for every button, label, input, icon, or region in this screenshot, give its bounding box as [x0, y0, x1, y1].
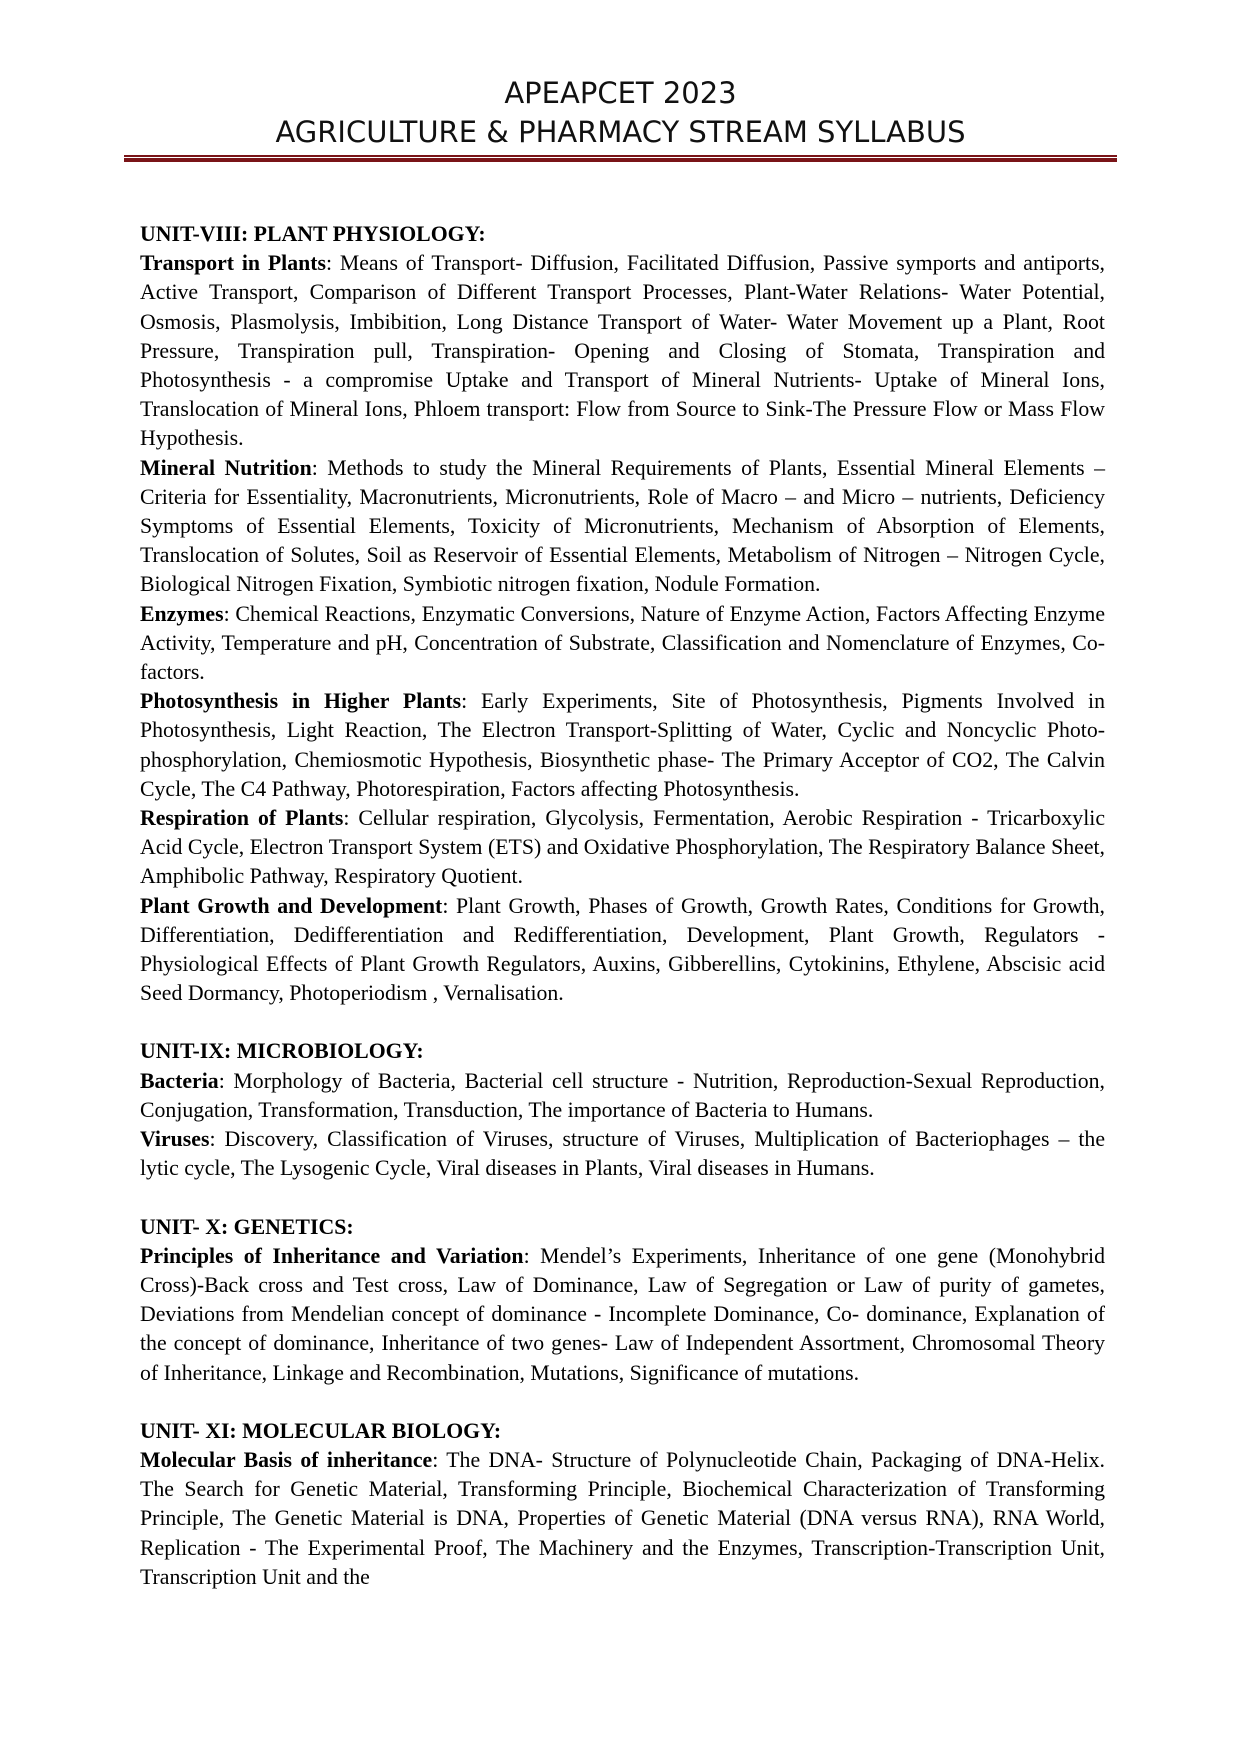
topic-text: : Means of Transport- Diffusion, Facilitated Diffusion, Passive symports and antiports, Active Transport, Comparison of Different Transport Processes, Plant-Water Relations- Water Potential, Osmosis, Plasmolysis, Imbibition, Long Distance Transport of Water- Water Movement up a Plant, Root Pressure, Transpiration pull, Transpiration- Opening and Closing of Stomata, Transpiration and Photosynthesis - a compromise Uptake and Transport of Mineral Nutrients- Uptake of Mineral Ions, Translocation of Mineral Ions, Phloem transport: Flow from Source to Sink-The Pressure Flow or Mass Flow Hypothesis.	[140, 251, 1105, 451]
topic-text: : Plant Growth, Phases of Growth, Growth Rates, Conditions for Growth, Differentiation, Dedifferentiation and Redifferentiation, Development, Plant Growth, Regulators - Physiological Effects of Plant Growth Regulators, Auxins, Gibberellins, Cytokinins, Ethylene, Abscisic acid Seed Dormancy, Photoperiodism , Vernalisation.	[140, 893, 1105, 1006]
topic-text: : Morphology of Bacteria, Bacterial cell structure - Nutrition, Reproduction-Sexual Reproduction, Conjugation, Transformation, Transduction, The importance of Bacteria to Humans.	[140, 1068, 1105, 1122]
topic-paragraph	[140, 804, 1105, 892]
topic-heading: Respiration of Plants	[140, 806, 344, 831]
topic-text: : Discovery, Classification of Viruses, structure of Viruses, Multiplication of Bacteriophages – the lytic cycle, The Lysogenic Cycle, Viral diseases in Plants, Viral diseases in Humans.	[140, 1127, 1105, 1181]
topic-text: : The DNA- Structure of Polynucleotide Chain, Packaging of DNA-Helix. The Search for Genetic Material, Transforming Principle, Biochemical Characterization of Transforming Principle, The Genetic Material is DNA, Properties of Genetic Material (DNA versus RNA), RNA World, Replication - The Experimental Proof, The Machinery and the Enzymes, Transcription-Transcription Unit, Transcription Unit and the	[140, 1447, 1105, 1589]
topic-paragraph	[140, 1067, 1105, 1125]
topic-text: : Mendel’s Experiments, Inheritance of one gene (Monohybrid Cross)-Back cross and Test cross, Law of Dominance, Law of Segregation or Law of purity of gametes, Deviations from Mendelian concept of dominance - Incomplete Dominance, Co- dominance, Explanation of the concept of dominance, Inheritance of two genes- Law of Independent Assortment, Chromosomal Theory of Inheritance, Linkage and Recombination, Mutations, Significance of mutations.	[140, 1243, 1105, 1385]
stream-title: AGRICULTURE & PHARMACY STREAM SYLLABUS	[275, 115, 966, 149]
topic-heading: Enzymes	[140, 601, 224, 626]
topic-heading: Photosynthesis in Higher Plants	[140, 689, 462, 714]
unit-heading: UNIT-VIII: PLANT PHYSIOLOGY:	[140, 222, 486, 246]
topic-paragraph	[140, 1446, 1105, 1592]
unit-heading: UNIT- X: GENETICS:	[140, 1214, 354, 1239]
topic-paragraph	[140, 454, 1105, 600]
topic-paragraph	[140, 892, 1105, 1009]
topic-heading: Bacteria	[140, 1068, 219, 1093]
topic-heading: Plant Growth and Development	[140, 893, 443, 918]
topic-heading: Viruses	[140, 1127, 210, 1152]
topic-text: : Early Experiments, Site of Photosynthesis, Pigments Involved in Photosynthesis, Light Reaction, The Electron Transport-Splitting of Water, Cyclic and Noncyclic Photo-phosphorylation, Chemiosmotic Hypothesis, Biosynthetic phase- The Primary Acceptor of CO2, The Calvin Cycle, The C4 Pathway, Photorespiration, Factors affecting Photosynthesis.	[140, 689, 1105, 801]
topic-text: : Cellular respiration, Glycolysis, Fermentation, Aerobic Respiration - Tricarboxylic Acid Cycle, Electron Transport System (ETS) and Oxidative Phosphorylation, The Respiratory Balance Sheet, Amphibolic Pathway, Respiratory Quotient.	[140, 806, 1105, 889]
topic-heading: Molecular Basis of inheritance	[140, 1447, 433, 1472]
topic-paragraph	[140, 249, 1105, 453]
topic-text: : Methods to study the Mineral Requirements of Plants, Essential Mineral Elements – Criteria for Essentiality, Macronutrients, Micronutrients, Role of Macro – and Micro – nutrients, Deficiency Symptoms of Essential Elements, Toxicity of Micronutrients, Mechanism of Absorption of Elements, Translocation of Solutes, Soil as Reservoir of Essential Elements, Metabolism of Nitrogen – Nitrogen Cycle, Biological Nitrogen Fixation, Symbiotic nitrogen fixation, Nodule Formation.	[140, 455, 1105, 597]
topic-paragraph	[140, 687, 1105, 804]
topic-heading: Transport in Plants	[140, 251, 326, 276]
syllabus-content	[140, 220, 1105, 1592]
document-header	[0, 74, 1241, 152]
topic-heading: Principles of Inheritance and Variation	[140, 1243, 524, 1268]
header-divider	[124, 155, 1117, 162]
topic-paragraph	[140, 600, 1105, 688]
unit-heading: UNIT- XI: MOLECULAR BIOLOGY:	[140, 1418, 502, 1443]
unit-heading: UNIT-IX: MICROBIOLOGY:	[140, 1039, 424, 1064]
exam-title: APEAPCET 2023	[504, 76, 737, 110]
topic-text: : Chemical Reactions, Enzymatic Conversions, Nature of Enzyme Action, Factors Affecting Enzyme Activity, Temperature and pH, Concentration of Substrate, Classification and Nomenclature of Enzymes, Co-factors.	[140, 601, 1105, 685]
topic-paragraph	[140, 1125, 1105, 1183]
topic-heading: Mineral Nutrition	[140, 455, 312, 480]
topic-paragraph	[140, 1242, 1105, 1388]
